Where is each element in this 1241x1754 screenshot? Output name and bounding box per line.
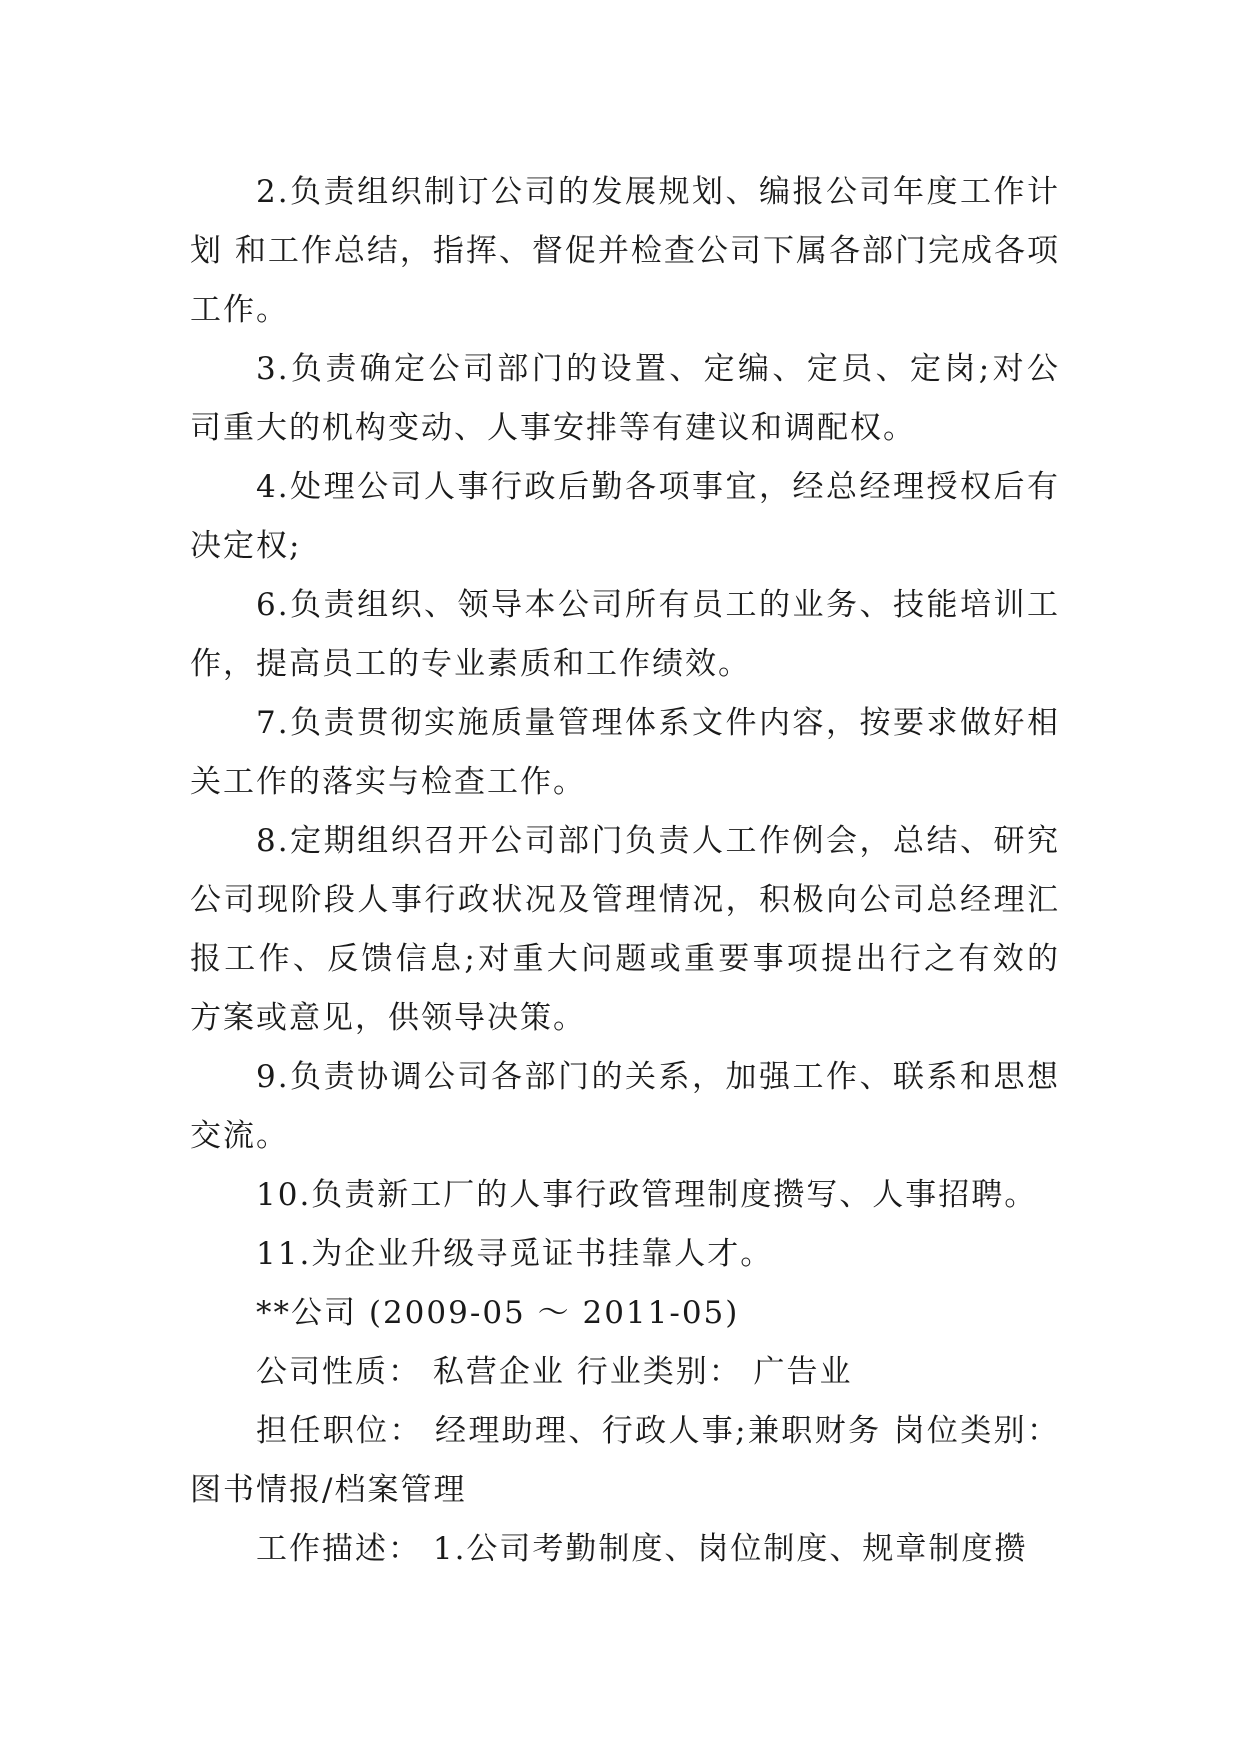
document-body — [190, 163, 1060, 1579]
company-nature: 公司性质： 私营企业 行业类别： 广告业 — [256, 1354, 853, 1390]
duty-item-3: 3.负责确定公司部门的设置、定编、定员、定岗;对公司重大的机构变动、人事安排等有建议和调配权。 — [190, 351, 1060, 446]
duty-item-7: 7.负责贯彻实施质量管理体系文件内容，按要求做好相关工作的落实与检查工作。 — [190, 705, 1060, 800]
duty-item-11: 11.为企业升级寻觅证书挂靠人才。 — [256, 1236, 774, 1272]
duty-item-2: 2.负责组织制订公司的发展规划、编报公司年度工作计划 和工作总结，指挥、督促并检查公司下属各部门完成各项工作。 — [190, 174, 1060, 328]
company-period: **公司 (2009-05 ～ 2011-05) — [256, 1295, 740, 1331]
job-position: 担任职位： 经理助理、行政人事;兼职财务 岗位类别：图书情报/档案管理 — [190, 1413, 1060, 1508]
duty-item-4: 4.处理公司人事行政后勤各项事宜，经总经理授权后有决定权; — [190, 469, 1060, 564]
duty-item-10: 10.负责新工厂的人事行政管理制度攒写、人事招聘。 — [256, 1177, 1038, 1213]
job-description: 工作描述： 1.公司考勤制度、岗位制度、规章制度攒 — [256, 1531, 1028, 1567]
duty-item-9: 9.负责协调公司各部门的关系，加强工作、联系和思想交流。 — [190, 1059, 1060, 1154]
duty-item-6: 6.负责组织、领导本公司所有员工的业务、技能培训工作，提高员工的专业素质和工作绩效。 — [190, 587, 1060, 682]
duty-item-8: 8.定期组织召开公司部门负责人工作例会，总结、研究公司现阶段人事行政状况及管理情况，积极向公司总经理汇报工作、反馈信息;对重大问题或重要事项提出行之有效的方案或意见，供领导决策。 — [190, 823, 1060, 1036]
